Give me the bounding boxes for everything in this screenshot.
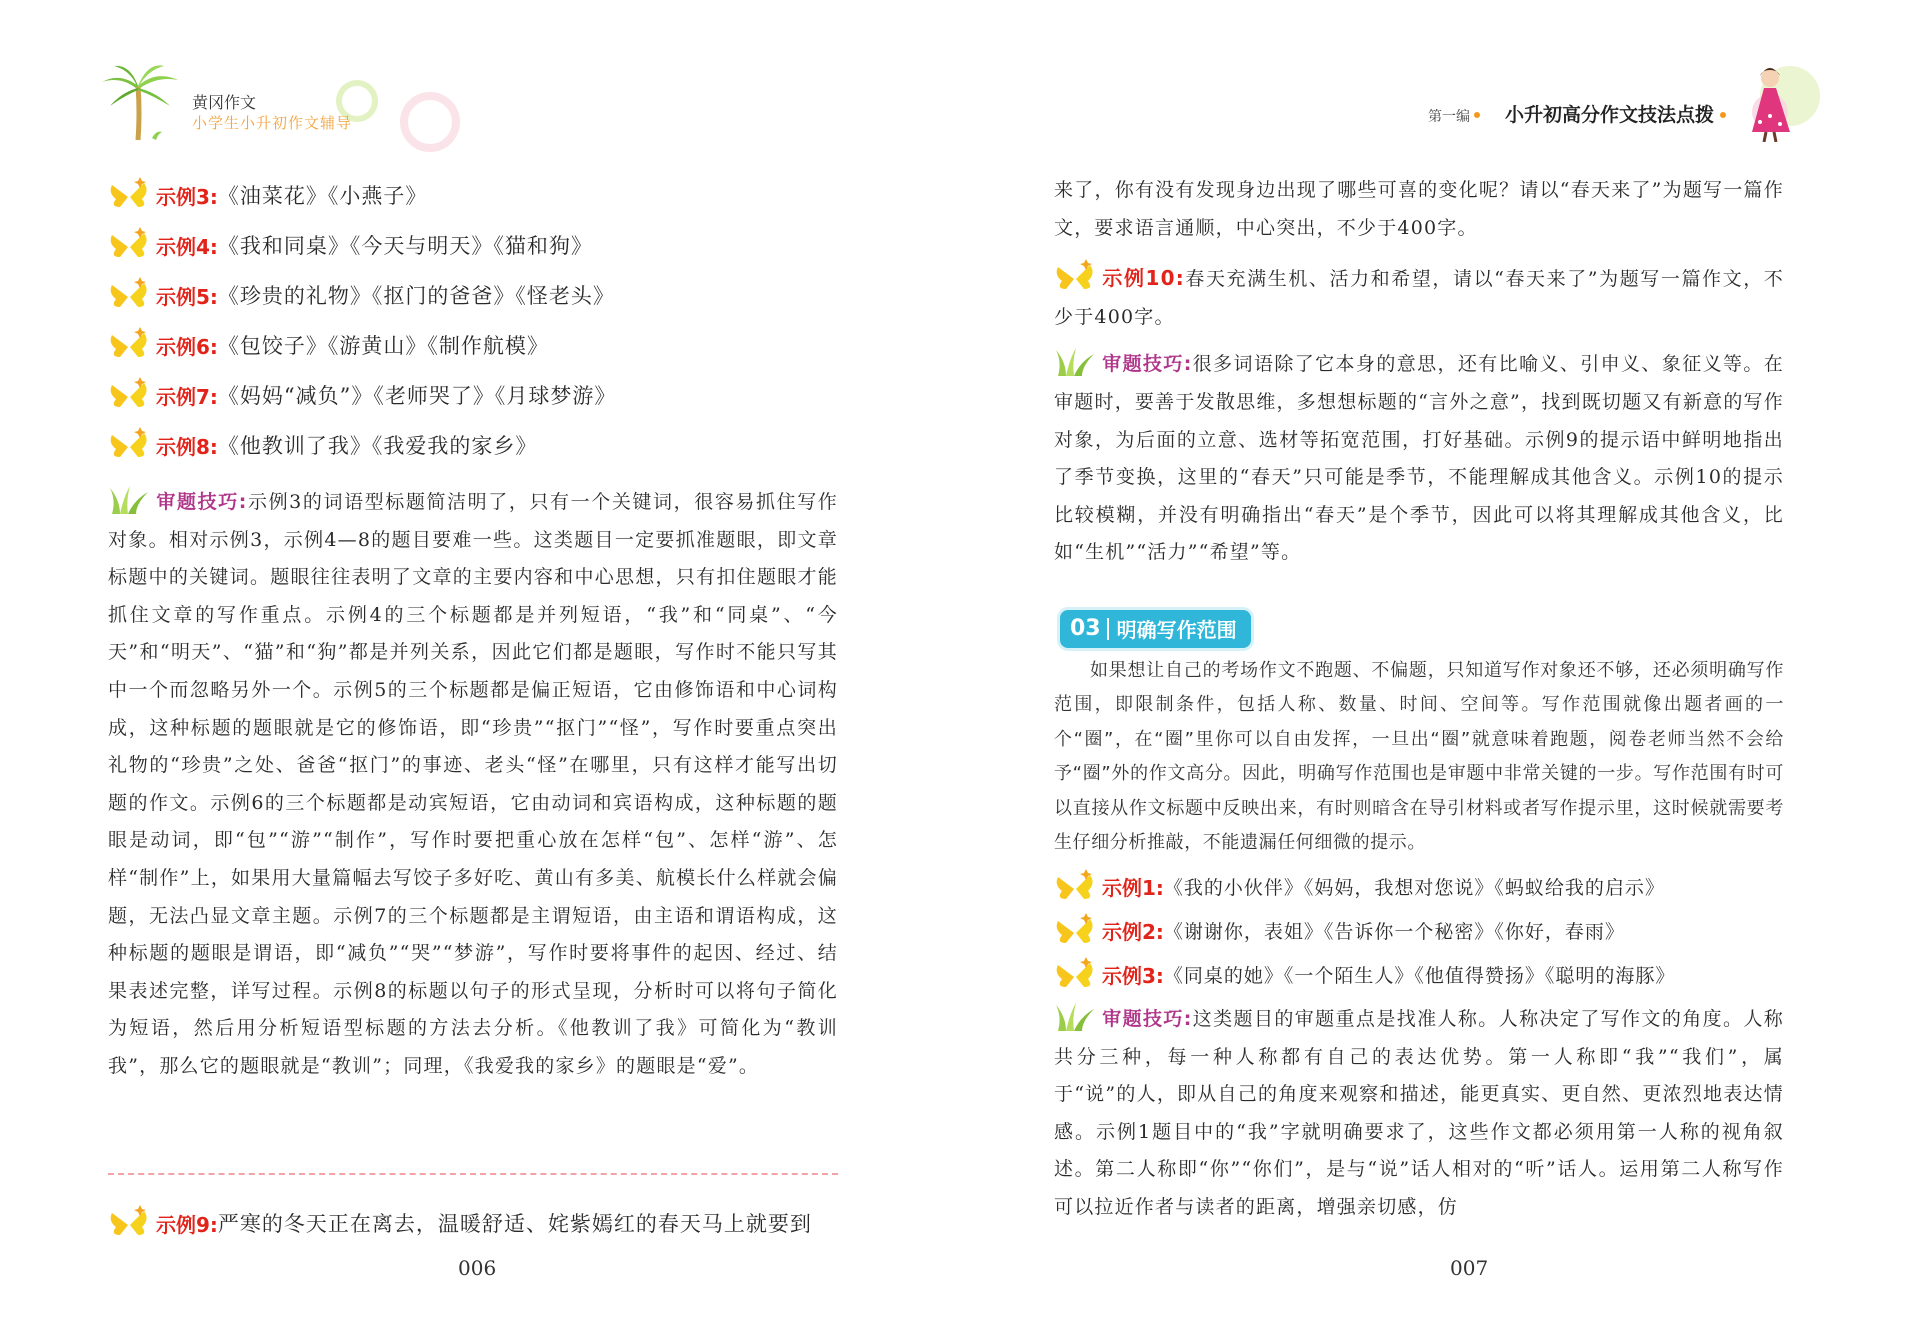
- section-header: [1060, 610, 1251, 648]
- tip-paragraph: [1054, 346, 1784, 572]
- example-titles: 《我的小伙伴》《妈妈，我想对您说》《蚂蚁给我的启示》: [1163, 877, 1665, 900]
- example-row: [108, 1198, 838, 1248]
- example-titles: 《他教训了我》《我爱我的家乡》: [217, 434, 538, 458]
- page-number: 007: [1450, 1256, 1489, 1280]
- butterfly-icon: [108, 177, 150, 213]
- example-label: 示例3:: [1102, 964, 1164, 989]
- bullet-dot: [1720, 112, 1726, 118]
- example-titles: 《油菜花》《小燕子》: [217, 184, 428, 208]
- example10-paragraph: [1054, 259, 1784, 336]
- butterfly-icon: [1054, 913, 1096, 949]
- example-row: [108, 370, 838, 420]
- dashed-divider: [108, 1173, 838, 1175]
- example-row: [1054, 865, 1784, 909]
- grass-icon: [1054, 348, 1098, 376]
- butterfly-icon: [1054, 869, 1096, 905]
- tip-text: 很多词语除了它本身的意思，还有比喻义、引申义、象征义等。在审题时，要善于发散思维，多想想标题的“言外之意”，找到既切题又有新意的写作对象，为后面的立意、选材等拓宽范围，打好基础。示例9的提示语中鲜明地指出了季节变换，这里的“春天”只可能是季节，不能理解成其他含义。示例10的提示比较模糊，并没有明确指出“春天”是个季节，因此可以将其理解成其他含义，比如“生机”“活力”“希望”等。: [1054, 353, 1784, 564]
- book-title: 黄冈作文: [192, 93, 257, 112]
- grass-icon: [108, 486, 152, 514]
- book-header: [100, 62, 400, 142]
- butterfly-icon: [108, 277, 150, 313]
- butterfly-icon: [108, 427, 150, 463]
- right-page: [960, 0, 1920, 1342]
- butterfly-icon: [108, 377, 150, 413]
- book-subtitle: 小学生小升初作文辅导: [192, 114, 353, 132]
- example-row: [1054, 953, 1784, 997]
- example-titles: 《同桌的她》《一个陌生人》《他值得赞扬》《聪明的海豚》: [1163, 965, 1676, 988]
- butterfly-icon: [1054, 259, 1096, 295]
- section-header-wrap: [1060, 610, 1784, 648]
- example9-block: [108, 1198, 838, 1248]
- chapter-header: [1360, 62, 1820, 142]
- example-text: 春天充满生机、活力和希望，请以“春天来了”为题写一篇作文，不少于400字。: [1054, 268, 1784, 328]
- example-label: 示例4:: [156, 234, 218, 259]
- tip-label: 审题技巧:: [1102, 353, 1193, 376]
- continued-paragraph: 来了，你有没有发现身边出现了哪些可喜的变化呢？请以“春天来了”为题写一篇作文，要求语言通顺，中心突出，不少于400字。: [1054, 179, 1784, 239]
- tip-label: 审题技巧:: [156, 491, 248, 513]
- example-label: 示例7:: [156, 384, 218, 409]
- palm-tree-icon: [100, 62, 180, 142]
- right-content: [1054, 170, 1784, 1227]
- butterfly-icon: [1054, 957, 1096, 993]
- example-row: [108, 320, 838, 370]
- example-label: 示例8:: [156, 434, 218, 459]
- page-number: 006: [458, 1256, 497, 1280]
- example-row: [108, 420, 838, 470]
- example-titles: 《我和同桌》《今天与明天》《猫和狗》: [217, 234, 593, 258]
- butterfly-icon: [108, 1205, 150, 1241]
- section-divider: [1107, 618, 1109, 640]
- example-row: [1054, 909, 1784, 953]
- part-label: 第一编: [1428, 109, 1470, 125]
- example-label: 示例2:: [1102, 920, 1164, 945]
- tip-paragraph: [108, 484, 838, 1086]
- left-content: [108, 170, 838, 1086]
- example-text: 严寒的冬天正在离去，温暖舒适、姹紫嫣红的春天马上就要到: [217, 1212, 812, 1236]
- example-titles: 《谢谢你，表姐》《告诉你一个秘密》《你好，春雨》: [1163, 921, 1625, 944]
- tip-text: 示例3的词语型标题简洁明了，只有一个关键词，很容易抓住写作对象。相对示例3，示例4—8的题目要难一些。这类题目一定要抓准题眼，即文章标题中的关键词。题眼往往表明了文章的主要内容和中心思想，只有扣住题眼才能抓住文章的写作重点。示例4的三个标题都是并列短语，“我”和“同桌”、“今天”和“明天”、“猫”和“狗”都是并列关系，因此它们都是题眼，写作时不能只写其中一个而忽略另外一个。示例5的三个标题都是偏正短语，它由修饰语和中心词构成，这种标题的题眼就是它的修饰语，即“珍贵”“抠门”“怪”，写作时要重点突出礼物的“珍贵”之处、爸爸“抠门”的事迹、老头“怪”在哪里，只有这样才能写出切题的作文。示例6的三个标题都是动宾短语，它由动词和宾语构成，这种标题的题眼是动词，即“包”“游”“制作”，写作时要把重心放在怎样“包”、怎样“游”、怎样“制作”上，如果用大量篇幅去写饺子多好吃、黄山有多美、航模长什么样就会偏题，无法凸显文章主题。示例7的三个标题都是主谓短语，由主语和谓语构成，这种标题的题眼是谓语，即“减负”“哭”“梦游”，写作时要将事件的起因、经过、结果表述完整，详写过程。示例8的标题以句子的形式呈现，分析时可以将句子简化为短语，然后用分析短语型标题的方法去分析。《他教训了我》可简化为“教训我”，那么它的题眼就是“教训”；同理，《我爱我的家乡》的题眼是“爱”。: [108, 491, 838, 1077]
- right-examples: [1054, 865, 1784, 997]
- example-label: 示例5:: [156, 284, 218, 309]
- deco-circle: [400, 92, 460, 152]
- butterfly-icon: [108, 227, 150, 263]
- girl-illustration-icon: [1730, 62, 1820, 142]
- grass-icon: [1054, 1003, 1098, 1031]
- tip-label: 审题技巧:: [1102, 1007, 1193, 1030]
- tip-text: 这类题目的审题重点是找准人称。人称决定了写作文的角度。人称共分三种，每一种人称都有自己的表达优势。第一人称即“我”“我们”，属于“说”的人，即从自己的角度来观察和描述，能更真实、更自然、更浓烈地表达情感。示例1题目中的“我”字就明确要求了，这些作文都必须用第一人称的视角叙述。第二人称即“你”“你们”，是与“说”话人相对的“听”话人。运用第二人称写作可以拉近作者与读者的距离，增强亲切感，仿: [1054, 1007, 1784, 1218]
- example-label: 示例6:: [156, 334, 218, 359]
- example-label: 示例1:: [1102, 876, 1164, 901]
- example-titles: 《妈妈“减负”》《老师哭了》《月球梦游》: [217, 384, 617, 408]
- tip-paragraph: [1054, 1001, 1784, 1227]
- example-titles: 《包饺子》《游黄山》《制作航模》: [217, 334, 549, 358]
- section-title: 明确写作范围: [1116, 618, 1237, 643]
- example-titles: 《珍贵的礼物》《抠门的爸爸》《怪老头》: [217, 284, 615, 308]
- example-label: 示例3:: [156, 184, 218, 209]
- example-row: [108, 220, 838, 270]
- example-label: 示例10:: [1102, 266, 1185, 291]
- example-row: [108, 170, 838, 220]
- bullet-dot: [1474, 112, 1480, 118]
- part-title: 小升初高分作文技法点拨: [1504, 104, 1714, 126]
- section-number: 03: [1070, 616, 1101, 642]
- example-row: [108, 270, 838, 320]
- butterfly-icon: [108, 327, 150, 363]
- example-label: 示例9:: [156, 1212, 218, 1237]
- section-paragraph: 如果想让自己的考场作文不跑题、不偏题，只知道写作对象还不够，还必须明确写作范围，即限制条件，包括人称、数量、时间、空间等。写作范围就像出题者画的一个“圈”，在“圈”里你可以自由发挥，一旦出“圈”就意味着跑题，阅卷老师当然不会给予“圈”外的作文高分。因此，明确写作范围也是审题中非常关键的一步。写作范围有时可以直接从作文标题中反映出来，有时则暗含在导引材料或者写作提示里，这时候就需要考生仔细分析推敲，不能遗漏任何细微的提示。: [1054, 659, 1784, 854]
